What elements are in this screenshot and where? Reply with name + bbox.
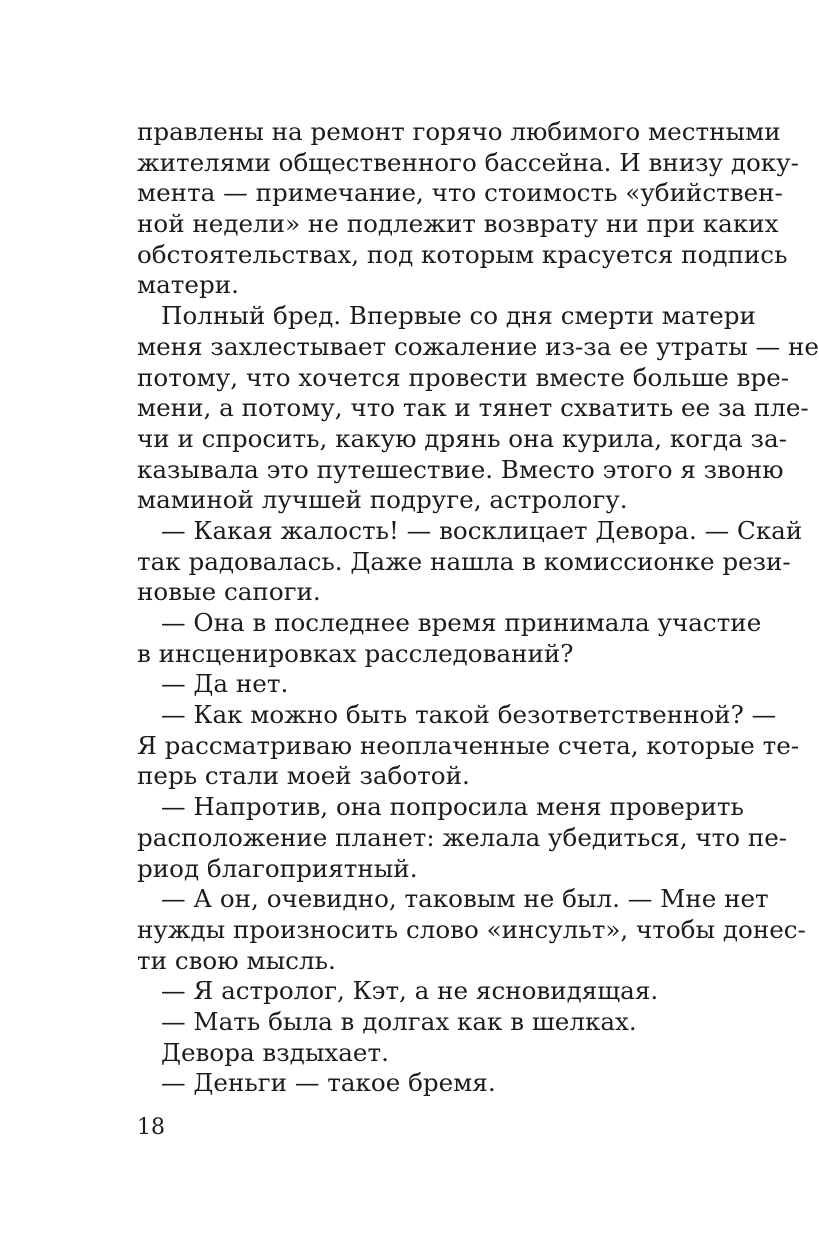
text-line: ти свою мысль. xyxy=(137,945,336,975)
text-line: в инсценировках расследований? xyxy=(137,638,574,668)
text-line: жителями общественного бассейна. И внизу доку- xyxy=(137,147,799,177)
text-line: обстоятельствах, под которым красуется подпись xyxy=(137,239,788,269)
text-line: — Напротив, она попросила меня проверить xyxy=(161,792,744,822)
text-line: Девора вздыхает. xyxy=(161,1037,389,1067)
page-number: 18 xyxy=(137,1115,165,1140)
text-line: маминой лучшей подруге, астрологу. xyxy=(137,485,628,515)
text-line: меня захлестывает сожаление из-за ее утраты — не xyxy=(137,331,819,361)
text-line: — Как можно быть такой безответственной? — xyxy=(161,700,777,730)
text-line: правлены на ремонт горячо любимого местными xyxy=(137,117,781,146)
text-line: — Мать была в долгах как в шелках. xyxy=(161,1006,637,1036)
text-line: потому, что хочется провести вместе больше вре- xyxy=(137,362,790,392)
text-line: перь стали моей заботой. xyxy=(137,761,470,791)
text-line: так радовалась. Даже нашла в комиссионке рези- xyxy=(137,546,791,576)
text-line: нужды произносить слово «инсульт», чтобы донес- xyxy=(137,914,806,944)
text-line: матери. xyxy=(137,270,239,300)
text-line: чи и спросить, какую дрянь она курила, когда за- xyxy=(137,423,787,453)
text-line: мента — примечание, что стоимость «убийствен- xyxy=(137,178,783,208)
text-line: — Деньги — такое бремя. xyxy=(161,1068,496,1098)
text-line: ной недели» не подлежит возврату ни при каких xyxy=(137,209,779,239)
text-line: мени, а потому, что так и тянет схватить ее за пле- xyxy=(137,393,809,423)
text-line: — Какая жалость! — восклицает Девора. — Скай xyxy=(161,515,803,545)
text-line: Я рассматриваю неоплаченные счета, которые те- xyxy=(137,730,800,760)
text-line: казывала это путешествие. Вместо этого я звоню xyxy=(137,454,784,484)
text-line: — Я астролог, Кэт, а не ясновидящая. xyxy=(161,976,659,1006)
text-line: новые сапоги. xyxy=(137,577,321,607)
text-line: Полный бред. Впервые со дня смерти матери xyxy=(161,301,756,331)
text-line: — Да нет. xyxy=(161,669,289,699)
body-text xyxy=(137,117,819,1099)
text-line: — А он, очевидно, таковым не был. — Мне нет xyxy=(161,884,769,914)
text-line: риод благоприятный. xyxy=(137,853,418,883)
text-line: — Она в последнее время принимала участие xyxy=(161,608,762,637)
text-line: расположение планет: желала убедиться, что пе- xyxy=(137,822,788,852)
